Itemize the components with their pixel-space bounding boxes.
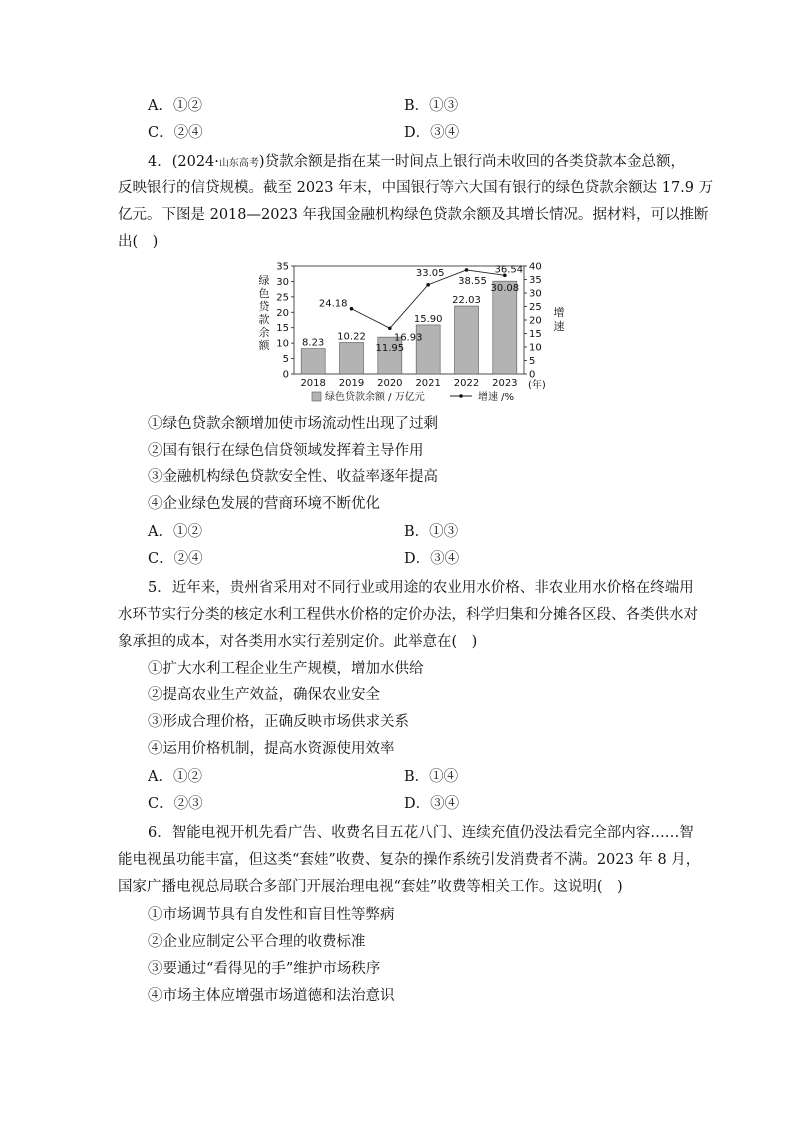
q4-item-1: ①绿色贷款余额增加使市场流动性出现了过剩 xyxy=(148,416,438,432)
q5-item-2: ②提高农业生产效益，确保农业安全 xyxy=(148,687,380,703)
bar-value-label: 10.22 xyxy=(337,331,366,343)
right-tick-label: 0 xyxy=(529,369,536,381)
plot-frame xyxy=(294,266,524,374)
q4-item-2: ②国有银行在绿色信贷领域发挥着主导作用 xyxy=(148,443,424,459)
q4-source-tag: 山东高考 xyxy=(218,158,259,169)
q4-option-d: D．③④ xyxy=(404,551,460,567)
x-tick-label: 2023 xyxy=(492,378,518,389)
q5-option-d: D．③④ xyxy=(404,796,460,812)
left-axis-label-char: 绿 xyxy=(258,274,270,287)
left-tick-label: 20 xyxy=(276,307,289,319)
q5-option-b: B．①④ xyxy=(404,769,459,785)
x-axis-unit: (年) xyxy=(528,380,546,391)
legend-line-label: 增速 /% xyxy=(478,392,515,403)
q4-option-a: A．①② xyxy=(148,524,202,540)
left-tick-label: 30 xyxy=(276,276,289,288)
bar-value-label: 8.23 xyxy=(302,337,325,349)
q5-option-a: A．①② xyxy=(148,769,202,785)
q6-item-2: ②企业应制定公平合理的收费标准 xyxy=(148,934,366,950)
left-axis-label-char: 余 xyxy=(258,326,270,339)
q6-stem-line-1: 6．智能电视开机先看广告、收费名目五花八门、连续充值仍没法看完全部内容……智 xyxy=(148,825,694,841)
left-axis-label-char: 贷 xyxy=(258,300,270,313)
q3-option-d: D．③④ xyxy=(404,125,460,141)
q4-stem-text: )贷款余额是指在某一时间点上银行尚未收回的各类贷款本金总额， xyxy=(258,154,686,170)
q6-item-1: ①市场调节具有自发性和盲目性等弊病 xyxy=(148,907,395,923)
left-tick-label: 5 xyxy=(282,354,289,366)
q3-option-c: C．②④ xyxy=(148,125,203,141)
growth-point xyxy=(426,283,430,287)
q4-item-4: ④企业绿色发展的营商环境不断优化 xyxy=(148,496,380,512)
q4-option-c: C．②④ xyxy=(148,551,203,567)
q6-item-3: ③要通过“看得见的手”维护市场秩序 xyxy=(148,961,381,977)
q5-item-4: ④运用价格机制，提高水资源使用效率 xyxy=(148,741,395,757)
q4-stem-line-2: 反映银行的信贷规模。截至 2023 年末，中国银行等六大国有银行的绿色贷款余额达 17.9 万 xyxy=(118,180,714,196)
q5-stem-line-1: 5．近年来，贵州省采用对不同行业或用途的农业用水价格、非农业用水价格在终端用 xyxy=(148,580,694,596)
growth-point xyxy=(465,268,469,272)
bar xyxy=(340,342,364,374)
right-tick-label: 25 xyxy=(529,302,542,313)
q6-stem-line-3: 国家广播电视总局联合多部门开展治理电视“套娃”收费等相关工作。这说明( ) xyxy=(118,879,623,895)
left-tick-label: 10 xyxy=(276,338,289,350)
x-tick-label: 2021 xyxy=(415,378,441,389)
x-tick-label: 2020 xyxy=(377,378,403,389)
growth-value-label: 16.93 xyxy=(393,332,423,344)
bar-value-label: 22.03 xyxy=(452,295,481,307)
right-tick-label: 5 xyxy=(529,356,536,367)
right-tick-label: 35 xyxy=(529,275,542,286)
green-loan-chart xyxy=(250,258,570,406)
left-tick-label: 25 xyxy=(276,292,289,304)
right-tick-label: 40 xyxy=(529,261,542,273)
x-tick-label: 2018 xyxy=(300,378,326,389)
growth-value-label: 24.18 xyxy=(318,298,348,310)
q5-item-1: ①扩大水利工程企业生产规模，增加水供给 xyxy=(148,661,424,677)
q4-option-b: B．①③ xyxy=(404,524,459,540)
left-axis-label-char: 色 xyxy=(258,287,270,300)
left-axis-label-char: 款 xyxy=(258,313,270,326)
right-tick-label: 30 xyxy=(529,288,542,300)
bar xyxy=(493,281,517,374)
q5-item-3: ③形成合理价格，正确反映市场供求关系 xyxy=(148,714,409,730)
q3-option-a: A．①② xyxy=(148,98,202,114)
left-tick-label: 15 xyxy=(276,323,289,335)
growth-value-label: 33.05 xyxy=(415,267,445,279)
right-tick-label: 20 xyxy=(529,315,542,327)
legend-line-marker xyxy=(459,394,463,398)
bar-value-label: 30.08 xyxy=(490,283,520,295)
left-tick-label: 35 xyxy=(276,261,289,273)
bar xyxy=(455,306,479,374)
q3-option-b: B．①③ xyxy=(404,98,459,114)
right-tick-label: 15 xyxy=(529,329,542,340)
growth-point xyxy=(388,326,392,330)
q5-stem-line-3: 象承担的成本，对各类用水实行差别定价。此举意在( ) xyxy=(118,634,478,650)
left-axis-label-char: 额 xyxy=(258,339,270,352)
legend-bar-label: 绿色贷款余额 / 万亿元 xyxy=(325,392,425,403)
bar xyxy=(301,349,325,374)
right-axis-label-char: 增 xyxy=(553,306,565,319)
bar-value-label: 11.95 xyxy=(375,343,405,355)
growth-value-label: 38.55 xyxy=(458,275,487,287)
right-axis-label-char: 速 xyxy=(553,320,565,333)
x-tick-label: 2022 xyxy=(453,378,480,389)
q6-stem-line-2: 能电视虽功能丰富，但这类“套娃”收费、复杂的操作系统引发消费者不满。2023 年 8 月， xyxy=(118,852,701,868)
q6-item-4: ④市场主体应增强市场道德和法治意识 xyxy=(148,988,395,1004)
q5-stem-line-2: 水环节实行分类的核定水利工程供水价格的定价办法，科学归集和分摊各区段、各类供水对 xyxy=(118,607,698,623)
bar-value-label: 15.90 xyxy=(413,313,443,325)
x-tick-label: 2019 xyxy=(338,378,365,389)
q4-stem-line-3: 亿元。下图是 2018—2023 年我国金融机构绿色贷款余额及其增长情况。据材料，可以推断 xyxy=(118,207,709,223)
legend-bar-swatch xyxy=(312,392,321,401)
q4-item-3: ③金融机构绿色贷款安全性、收益率逐年提高 xyxy=(148,469,438,485)
growth-point xyxy=(350,307,354,311)
q4-number: 4．(2024· xyxy=(148,154,219,170)
q4-stem-line-4: 出( ) xyxy=(118,234,159,250)
q4-stem-line-1 xyxy=(148,152,685,174)
left-tick-label: 0 xyxy=(282,369,289,381)
growth-value-label: 36.54 xyxy=(494,264,524,276)
q5-option-c: C．②③ xyxy=(148,796,203,812)
right-tick-label: 10 xyxy=(529,342,542,354)
